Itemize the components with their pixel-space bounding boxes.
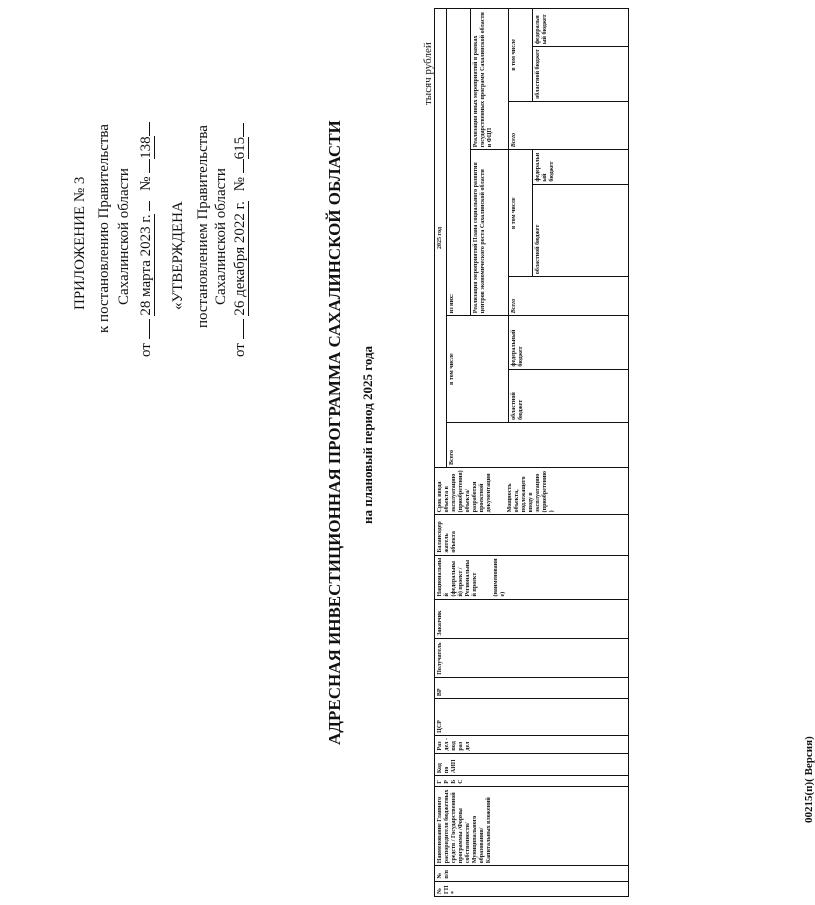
col-csr: ЦСР xyxy=(435,699,629,736)
col-num: № п/п xyxy=(435,866,629,881)
col-zakaz: Заказчик xyxy=(435,599,629,638)
appendix-title: ПРИЛОЖЕНИЕ № 3 xyxy=(72,176,88,310)
col-natsproekt xyxy=(435,555,629,599)
approved-number-prefix: № xyxy=(232,177,248,192)
in-that-number: в том числе xyxy=(447,316,509,423)
plan-in-that-number: в том числе xyxy=(509,150,533,277)
gp-in-that-number: в том числе xyxy=(509,9,533,102)
approved-number: 615 xyxy=(232,136,248,160)
gp-oblast: областной бюджет xyxy=(533,47,629,102)
moshch-label: Мощность объекта, подлежащего вводу в эксплуатацию (приобретению) xyxy=(507,471,555,513)
plan-federal: федеральный бюджет xyxy=(533,150,629,184)
plan-header: Реализация мероприятий Плана социального развития центров экономического роста Сахалинской области xyxy=(471,150,509,316)
appendix-date: 28 марта 2023 г. xyxy=(138,214,154,316)
year-header: 2025 год xyxy=(435,9,447,468)
oblast-header: областной бюджет xyxy=(509,369,629,422)
gp-sub-total: Всего xyxy=(509,101,629,150)
appendix-number-prefix: № xyxy=(138,176,154,191)
appendix-line2: Сахалинской области xyxy=(116,168,132,305)
col-name: Наименование Главного распорядителя бюджетных средств / Государственной программы /Формы собственности/ Муниципального образования/ Капитальных вложений xyxy=(435,786,629,865)
appendix-date-row xyxy=(138,122,155,357)
col-srok xyxy=(435,467,629,514)
investment-table xyxy=(434,8,629,897)
total-header: Всего xyxy=(447,422,629,467)
page-title: АДРЕСНАЯ ИНВЕСТИЦИОННАЯ ПРОГРАММА САХАЛИНСКОЙ ОБЛАСТИ xyxy=(325,120,344,745)
col-aip: Код по АИП xyxy=(435,753,629,776)
plan-oblast: областной бюджет xyxy=(533,184,629,276)
approved-date-row xyxy=(232,123,249,357)
natsproekt-label: Национальный (федеральный) проект / Региональный проект xyxy=(437,557,478,597)
gp-header: Реализация иных мероприятий в рамках государственных программ Сахалинской области и ФЦП xyxy=(471,9,509,150)
col-balans: Балансодержатель объекта xyxy=(435,515,629,555)
approved-line2: Сахалинской области xyxy=(213,168,229,305)
col-razdel: Раз дел - под раз дел xyxy=(435,735,629,753)
appendix-number: 138 xyxy=(138,136,154,159)
srok-label: Срок ввода объекта в эксплуатацию (приобретения) объекта/ разработки проектной документации xyxy=(437,470,492,513)
approved-line1: постановлением Правительства xyxy=(195,125,211,328)
appendix-line1: к постановлению Правительства xyxy=(96,124,112,333)
federal-header: федеральный бюджет xyxy=(509,316,629,369)
gp-federal: федеральный бюджет xyxy=(533,9,629,47)
approved-date-prefix: от xyxy=(232,343,248,357)
col-gp: № ГП * xyxy=(435,881,629,896)
document-code: 00215(п)( Версия) xyxy=(803,736,815,823)
col-vr: ВР xyxy=(435,677,629,698)
units-label: тысяч рублей xyxy=(422,42,434,105)
natsproekt-naim: (наименование) xyxy=(493,558,506,597)
col-grbs: Г Р Б С xyxy=(435,776,629,787)
approved-date: 26 декабря 2022 г. xyxy=(232,201,248,316)
approved-title: «УТВЕРЖДЕНА xyxy=(170,201,186,310)
page-subtitle: на плановый период 2025 года xyxy=(360,345,375,525)
of-them-header: из них: xyxy=(447,9,471,316)
col-poluch: Получатель xyxy=(435,638,629,677)
plan-sub-total: Всего xyxy=(509,277,629,316)
appendix-date-prefix: от xyxy=(138,343,154,357)
